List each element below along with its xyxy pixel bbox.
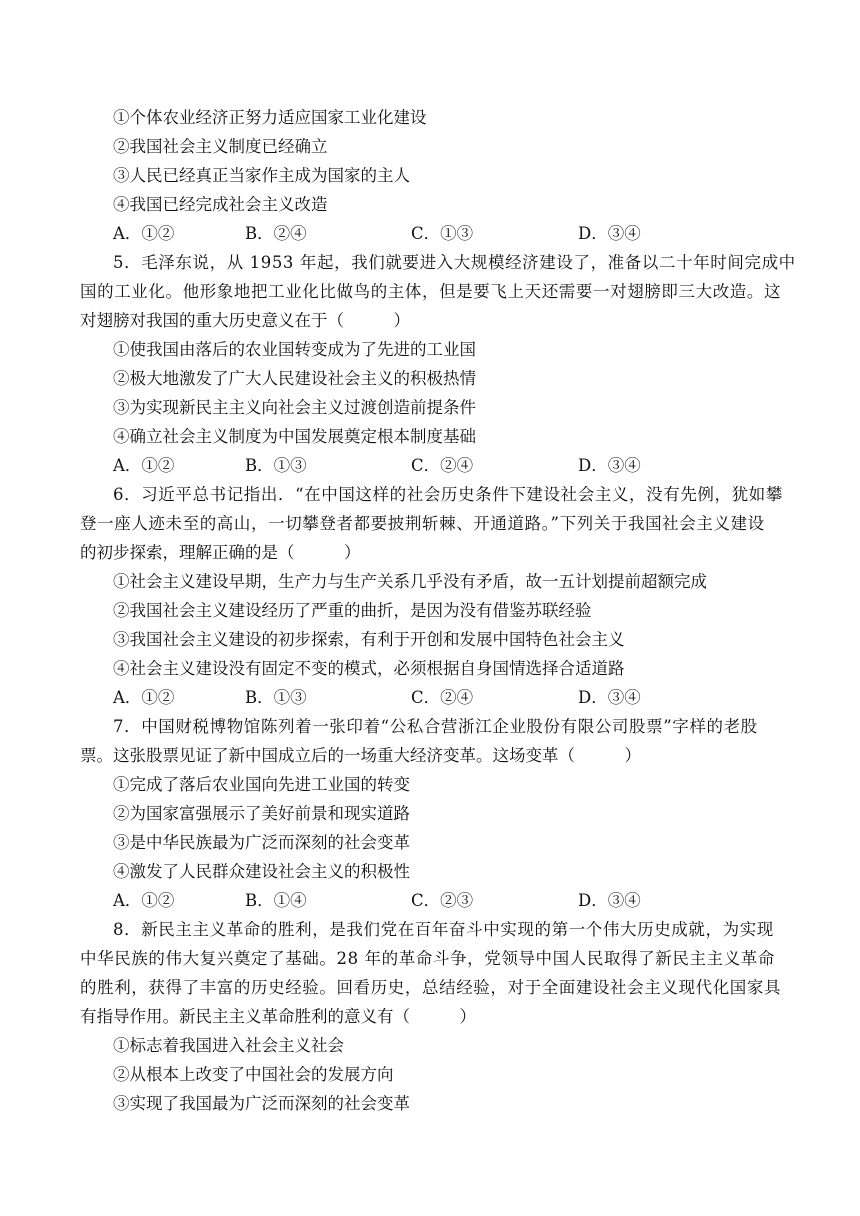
- statement: ②极大地激发了广大人民建设社会主义的积极热情: [113, 369, 476, 388]
- option-a[interactable]: A．①②: [113, 891, 175, 910]
- statement: ③为实现新民主主义向社会主义过渡创造前提条件: [113, 398, 476, 417]
- statement: ③是中华民族最为广泛而深刻的社会变革: [113, 833, 410, 852]
- option-d[interactable]: D．③④: [578, 688, 641, 707]
- question-stem: 国的工业化。他形象地把工业化比做鸟的主体，但是要飞上天还需要一对翅膀即三大改造。这: [80, 282, 782, 301]
- option-c[interactable]: C．②④: [411, 688, 474, 707]
- option-b[interactable]: B．②④: [245, 224, 307, 243]
- option-b[interactable]: B．①③: [245, 456, 307, 475]
- statement: ③我国社会主义建设的初步探索，有利于开创和发展中国特色社会主义: [113, 630, 625, 649]
- question-stem: 中华民族的伟大复兴奠定了基础。28 年的革命斗争，党领导中国人民取得了新民主主义革命: [80, 949, 775, 968]
- statement: ①社会主义建设早期，生产力与生产关系几乎没有矛盾，故一五计划提前超额完成: [113, 572, 707, 591]
- option-a[interactable]: A．①②: [113, 688, 175, 707]
- statement: ②从根本上改变了中国社会的发展方向: [113, 1065, 394, 1084]
- statement: ③人民已经真正当家作主成为国家的主人: [113, 166, 410, 185]
- answer-options: [113, 455, 733, 477]
- question-stem: 7．中国财税博物馆陈列着一张印着“公私合营浙江企业股份有限公司股票”字样的老股: [113, 717, 758, 736]
- answer-options: [113, 223, 733, 245]
- option-d[interactable]: D．③④: [578, 456, 641, 475]
- statement: ①个体农业经济正努力适应国家工业化建设: [113, 108, 427, 127]
- question-stem: 登一座人迹未至的高山，一切攀登者都要披荆斩棘、开通道路。”下列关于我国社会主义建设: [80, 514, 765, 533]
- question-stem: 的胜利，获得了丰富的历史经验。回看历史，总结经验，对于全面建设社会主义现代化国家具: [80, 978, 782, 997]
- answer-options: [113, 890, 733, 912]
- answer-options: [113, 687, 733, 709]
- statement: ④激发了人民群众建设社会主义的积极性: [113, 862, 410, 881]
- statement: ④确立社会主义制度为中国发展奠定根本制度基础: [113, 427, 476, 446]
- statement: ②我国社会主义制度已经确立: [113, 137, 328, 156]
- option-a[interactable]: A．①②: [113, 456, 175, 475]
- option-c[interactable]: C．②④: [411, 456, 474, 475]
- option-a[interactable]: A．①②: [113, 224, 175, 243]
- statement: ④我国已经完成社会主义改造: [113, 195, 328, 214]
- question-stem: 对翅膀对我国的重大历史意义在于（ ）: [80, 311, 410, 330]
- statement: ①完成了落后农业国向先进工业国的转变: [113, 775, 410, 794]
- statement: ①使我国由落后的农业国转变成为了先进的工业国: [113, 340, 476, 359]
- option-c[interactable]: C．②③: [411, 891, 474, 910]
- question-stem: 的初步探索，理解正确的是（ ）: [80, 543, 361, 562]
- option-b[interactable]: B．①④: [245, 891, 307, 910]
- question-stem: 5．毛泽东说，从 1953 年起，我们就要进入大规模经济建设了，准备以二十年时间完成中: [113, 253, 796, 272]
- option-d[interactable]: D．③④: [578, 224, 641, 243]
- question-stem: 有指导作用。新民主主义革命胜利的意义有（ ）: [80, 1007, 476, 1026]
- option-d[interactable]: D．③④: [578, 891, 641, 910]
- statement: ②为国家富强展示了美好前景和现实道路: [113, 804, 410, 823]
- statement: ②我国社会主义建设经历了严重的曲折，是因为没有借鉴苏联经验: [113, 601, 592, 620]
- question-stem: 8．新民主主义革命的胜利，是我们党在百年奋斗中实现的第一个伟大历史成就，为实现: [113, 920, 774, 939]
- option-c[interactable]: C．①③: [411, 224, 474, 243]
- question-stem: 票。这张股票见证了新中国成立后的一场重大经济变革。这场变革（ ）: [80, 746, 641, 765]
- statement: ①标志着我国进入社会主义社会: [113, 1036, 344, 1055]
- statement: ④社会主义建设没有固定不变的模式，必须根据自身国情选择合适道路: [113, 659, 625, 678]
- question-stem: 6．习近平总书记指出．“在中国这样的社会历史条件下建设社会主义，没有先例，犹如攀: [113, 485, 783, 504]
- option-b[interactable]: B．①③: [245, 688, 307, 707]
- statement: ③实现了我国最为广泛而深刻的社会变革: [113, 1094, 410, 1113]
